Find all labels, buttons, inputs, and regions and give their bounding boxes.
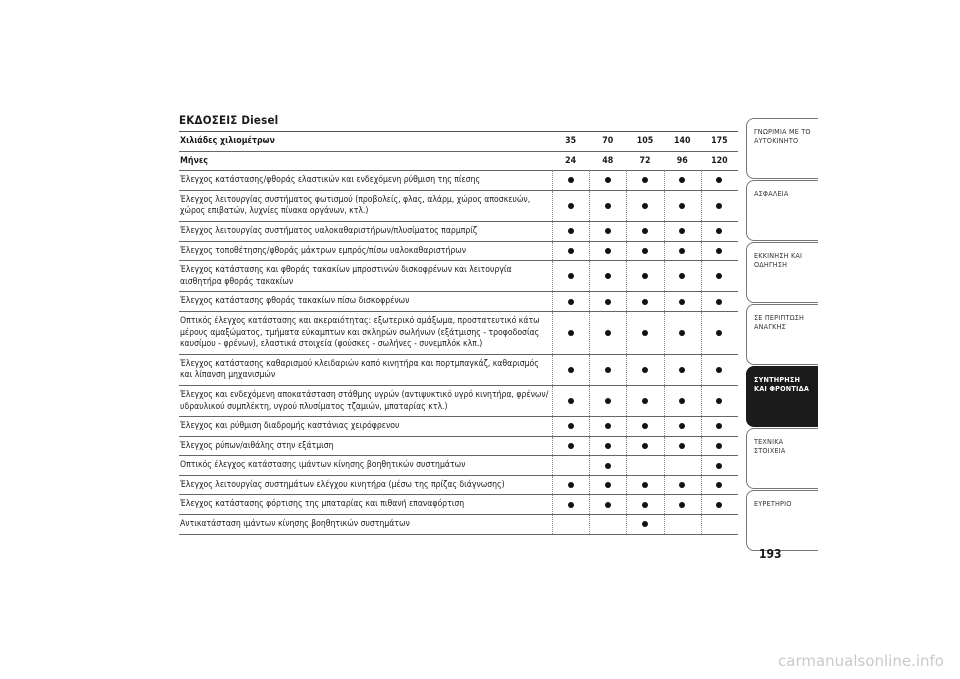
check-dot-icon [605,177,611,183]
interval-cell [589,417,626,436]
chapter-tab[interactable]: ΤΕΧΝΙΚΑ ΣΤΟΙΧΕΙΑ [746,428,818,489]
interval-cell [589,456,626,475]
interval-cell [626,355,663,385]
interval-cell [626,222,663,241]
check-dot-icon [605,482,611,488]
check-dot-icon [568,228,574,234]
table-row [179,476,738,496]
check-dot-icon [605,330,611,336]
interval-cell [589,191,626,221]
check-dot-icon [568,177,574,183]
check-dot-icon [568,502,574,508]
interval-cell [664,386,701,416]
interval-cell [552,476,589,495]
interval-cell [664,476,701,495]
check-dot-icon [679,299,685,305]
table-row [179,222,738,242]
check-dot-icon [716,423,722,429]
table-row [179,242,738,262]
km-header-cell: 70 [602,136,614,147]
row-description: Έλεγχος λειτουργίας συστήματος φωτισμού (προβολείς, φλας, αλάρμ, χώρος αποσκευών, χώρος επιβατών, λυχνίες πίνακα οργάνων, κτλ.) [180,194,531,217]
check-dot-icon [568,248,574,254]
check-dot-icon [568,443,574,449]
check-dot-icon [716,273,722,279]
check-dot-icon [716,463,722,469]
interval-cell [664,171,701,190]
check-dot-icon [605,228,611,234]
interval-cell [664,417,701,436]
km-header-row [179,132,738,152]
check-dot-icon [679,177,685,183]
interval-cell [589,515,626,534]
interval-cell [664,191,701,221]
interval-cell [589,355,626,385]
row-description: Έλεγχος και ρύθμιση διαδρομής καστάνιας χειρόφρενου [180,421,400,432]
table-row [179,456,738,476]
interval-cell [626,515,663,534]
interval-cell [701,417,738,436]
interval-cell [626,456,663,475]
interval-cell [552,191,589,221]
table-row [179,261,738,292]
check-dot-icon [679,443,685,449]
interval-cell [664,261,701,291]
row-description: Έλεγχος κατάστασης/φθοράς ελαστικών και ενδεχόμενη ρύθμιση της πίεσης [180,175,480,186]
interval-cell [552,222,589,241]
chapter-tabs [746,118,818,552]
check-dot-icon [716,203,722,209]
check-dot-icon [716,443,722,449]
interval-cell [701,515,738,534]
table-row [179,417,738,437]
row-description: Έλεγχος κατάστασης και φθοράς τακακίων μπροστινών δισκοφρένων και λειτουργία αισθητήρα φθοράς τακακίων [180,265,512,287]
check-dot-icon [605,463,611,469]
interval-cell [589,495,626,514]
interval-cell [626,495,663,514]
table-row [179,191,738,222]
check-dot-icon [642,273,648,279]
check-dot-icon [568,367,574,373]
check-dot-icon [716,228,722,234]
interval-cell [701,222,738,241]
interval-cell [626,437,663,456]
check-dot-icon [716,330,722,336]
check-dot-icon [679,423,685,429]
check-dot-icon [605,203,611,209]
check-dot-icon [642,330,648,336]
check-dot-icon [679,482,685,488]
months-header-label: Μήνες [180,155,209,166]
interval-cell [626,476,663,495]
check-dot-icon [642,482,648,488]
check-dot-icon [642,521,648,527]
km-header-cell: 105 [636,136,654,147]
interval-cell [552,386,589,416]
interval-cell [664,222,701,241]
interval-cell [552,515,589,534]
check-dot-icon [679,367,685,373]
row-description: Έλεγχος τοποθέτησης/φθοράς μάκτρων εμπρός/πίσω υαλοκαθαριστήρων [180,245,467,256]
check-dot-icon [642,502,648,508]
months-header-cell: 72 [639,155,651,166]
interval-cell [552,312,589,354]
interval-cell [589,476,626,495]
row-description: Έλεγχος λειτουργίας συστημάτων ελέγχου κινητήρα (μέσω της πρίζας διάγνωσης) [180,479,505,490]
interval-cell [701,312,738,354]
row-description: Οπτικός έλεγχος κατάστασης ιμάντων κίνησης βοηθητικών συστημάτων [180,460,466,471]
interval-cell [626,386,663,416]
interval-cell [701,355,738,385]
check-dot-icon [605,273,611,279]
check-dot-icon [642,423,648,429]
check-dot-icon [679,502,685,508]
months-header-cell: 120 [711,155,728,166]
interval-cell [589,312,626,354]
months-header-cell: 48 [602,155,614,166]
interval-cell [664,437,701,456]
check-dot-icon [568,398,574,404]
interval-cell [701,261,738,291]
interval-cell [701,437,738,456]
interval-cell [552,292,589,311]
km-header-label: Χιλιάδες χιλιομέτρων [180,136,275,146]
interval-cell [552,355,589,385]
chapter-tab[interactable]: ΕΥΡΕΤΗΡΙΟ [746,490,818,551]
check-dot-icon [716,502,722,508]
interval-cell [552,242,589,261]
check-dot-icon [605,299,611,305]
check-dot-icon [679,228,685,234]
interval-cell [552,456,589,475]
table-row [179,355,738,386]
interval-cell [701,476,738,495]
check-dot-icon [642,367,648,373]
km-header-cell: 140 [673,136,691,147]
km-header-cell: 175 [711,136,728,147]
interval-cell [589,261,626,291]
interval-cell [701,495,738,514]
check-dot-icon [605,443,611,449]
check-dot-icon [642,177,648,183]
check-dot-icon [642,443,648,449]
check-dot-icon [605,423,611,429]
check-dot-icon [568,203,574,209]
table-row [179,515,738,535]
km-header-cell: 35 [565,136,577,147]
watermark-text: carmanualsonline.info [778,652,944,670]
interval-cell [552,171,589,190]
interval-cell [626,292,663,311]
table-row [179,437,738,457]
check-dot-icon [716,299,722,305]
maintenance-table [179,131,738,535]
interval-cell [552,437,589,456]
check-dot-icon [716,398,722,404]
section-title: ΕΚΔΟΣΕΙΣ Diesel [179,113,279,127]
interval-cell [552,495,589,514]
chapter-tab[interactable]: ΕΚΚΙΝΗΣΗ ΚΑΙ ΟΔΗΓΗΣΗ [746,242,818,303]
interval-cell [552,417,589,436]
check-dot-icon [679,248,685,254]
check-dot-icon [642,248,648,254]
table-row [179,495,738,515]
interval-cell [626,312,663,354]
check-dot-icon [605,502,611,508]
interval-cell [664,456,701,475]
check-dot-icon [568,423,574,429]
check-dot-icon [679,203,685,209]
table-body [179,171,738,534]
interval-cell [701,386,738,416]
check-dot-icon [679,330,685,336]
check-dot-icon [679,398,685,404]
interval-cell [626,261,663,291]
interval-cell [626,417,663,436]
check-dot-icon [716,482,722,488]
row-description: Έλεγχος κατάστασης φθοράς τακακίων πίσω δισκοφρένων [180,296,410,307]
table-row [179,386,738,417]
table-row [179,292,738,312]
row-description: Έλεγχος και ενδεχόμενη αποκατάσταση στάθμης υγρών (αντιψυκτικό υγρό κινητήρα, φρένων/υδραυλικού συμπλέκτη, υγρού πλυσίματος τζαμιών, μπαταρίας κτλ.) [180,389,549,412]
interval-cell [664,292,701,311]
check-dot-icon [716,248,722,254]
interval-cell [701,171,738,190]
check-dot-icon [568,482,574,488]
interval-cell [589,292,626,311]
check-dot-icon [568,299,574,305]
page-number: 193 [759,547,782,561]
row-description: Οπτικός έλεγχος κατάστασης και ακεραιότητας: εξωτερικό αμάξωμα, προστατευτικό κάτω μέρους αμαξώματος, τμήματα εύκαμπτων και σκληρών σωλήνων (εξάτμισης - τροφοδοσίας καυσίμου - φρένων), ελαστικά στοιχεία (φούσκες - σωλήνες - συνεμπλόκ κλπ.) [180,315,540,350]
row-description: Έλεγχος κατάστασης φόρτισης της μπαταρίας και πιθανή επαναφόρτιση [180,499,465,510]
check-dot-icon [605,367,611,373]
table-row [179,171,738,191]
interval-cell [626,171,663,190]
chapter-tab[interactable]: ΑΣΦΑΛΕΙΑ [746,180,818,241]
months-header-row [179,152,738,172]
check-dot-icon [642,228,648,234]
interval-cell [664,515,701,534]
months-header-cell: 96 [676,155,688,166]
row-description: Έλεγχος λειτουργίας συστήματος υαλοκαθαριστήρων/πλυσίματος παρμπρίζ [180,225,478,236]
interval-cell [701,292,738,311]
interval-cell [664,355,701,385]
check-dot-icon [679,273,685,279]
row-description: Αντικατάσταση ιμάντων κίνησης βοηθητικών συστημάτων [180,519,410,530]
interval-cell [589,242,626,261]
check-dot-icon [716,367,722,373]
chapter-tab[interactable]: ΣΕ ΠΕΡΙΠΤΩΣΗ ΑΝΑΓΚΗΣ [746,304,818,365]
interval-cell [589,222,626,241]
interval-cell [701,191,738,221]
interval-cell [664,312,701,354]
interval-cell [589,171,626,190]
check-dot-icon [605,398,611,404]
months-header-cell: 24 [565,155,577,166]
check-dot-icon [568,330,574,336]
check-dot-icon [568,273,574,279]
interval-cell [701,242,738,261]
row-description: Έλεγχος κατάστασης καθαρισμού κλειδαριών καπό κινητήρα και πορτμπαγκάζ, καθαρισμός και λίπανση μηχανισμών [180,358,539,381]
row-description: Έλεγχος ρύπων/αιθάλης στην εξάτμιση [180,440,334,451]
table-row [179,312,738,355]
chapter-tab[interactable]: ΓΝΩΡΙΜΙΑ ΜΕ ΤΟ ΑΥΤΟΚΙΝΗΤΟ [746,118,818,179]
interval-cell [701,456,738,475]
chapter-tab[interactable]: ΣΥΝΤΗΡΗΣΗ ΚΑΙ ΦΡΟΝΤΙΔΑ [746,366,818,427]
check-dot-icon [605,248,611,254]
interval-cell [589,386,626,416]
check-dot-icon [716,177,722,183]
interval-cell [552,261,589,291]
interval-cell [664,495,701,514]
interval-cell [664,242,701,261]
check-dot-icon [642,398,648,404]
interval-cell [589,437,626,456]
check-dot-icon [642,299,648,305]
interval-cell [626,242,663,261]
check-dot-icon [642,203,648,209]
interval-cell [626,191,663,221]
